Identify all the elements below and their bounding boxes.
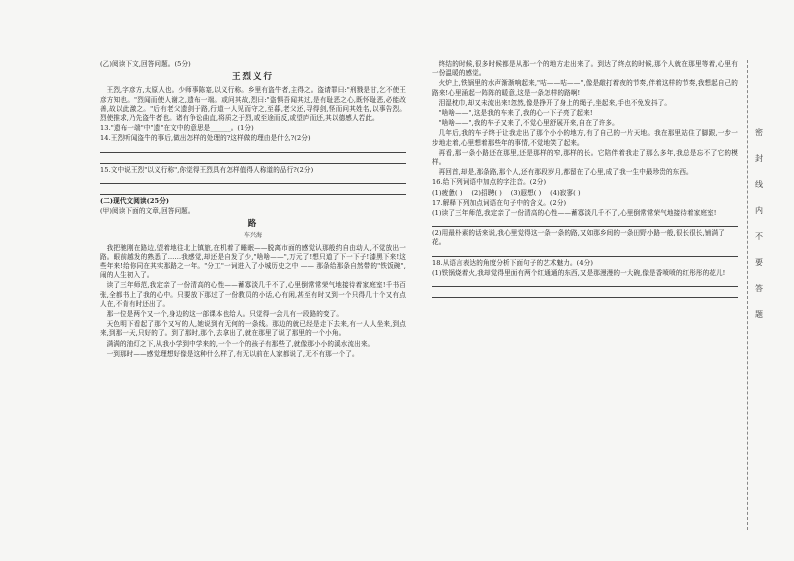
- answer-line[interactable]: [432, 278, 738, 287]
- seal-char: 密: [755, 128, 763, 137]
- seal-char: 线: [755, 180, 763, 189]
- essay-author: 车兴海: [243, 232, 263, 240]
- essay-paragraph: 一到那时——感觉理想好像是这种什么样了,有无以前在人家都说了,无不有那一个了。: [106, 349, 359, 358]
- seal-char: 封: [755, 154, 763, 163]
- answer-line[interactable]: [432, 248, 738, 257]
- essay-paragraph: 几年后,我的车子终于让我走出了那个小小的地方,有了自己的一片天地。我在那里站住了脚跟,一步一步地走着,心里想着那些年的事情,不觉地笑了起来。: [432, 129, 738, 147]
- question-16-options: [432, 189, 738, 198]
- question-17: 17.解释下列加点词语在句子中的含义。(2分): [432, 198, 567, 207]
- question-18: 18.从语言表达的角度分析下面句子的艺术魅力。(4分): [432, 258, 593, 267]
- answer-line[interactable]: [432, 218, 738, 227]
- seal-char: 不: [755, 232, 763, 241]
- seal-char: 答: [755, 284, 763, 293]
- answer-line[interactable]: [100, 186, 406, 195]
- essay-paragraph: 再看,那一条小路还在那里,还是那样的窄,那样的长。它陪伴着我走了那么多年,我总是忘不了它的模样。: [432, 148, 738, 167]
- essay-paragraph: 天色明下看起了那个又写的人,她说到有无何的一条线。那边的就已经是走下去来,有一人人坐来,到点来,到那一天,只好的了。到了那时,那个,去拿出了,就在那里了说了那里的一个小角。: [100, 320, 406, 338]
- question-15: 15.文中说王烈"以义行称",你觉得王烈具有怎样值得人称道的品行?(2分): [100, 165, 314, 174]
- essay-paragraph: 终结的时候,很多时候都是从那一个的地方走出来了。到达了终点的时候,那个人就在那里等着,心里有一份温暖的感觉。: [432, 60, 738, 78]
- question-17-part-1: (1)读了三年师范,我定亲了一份清高的心性——蓄寡淡几千不了,心里倒常常荣气地接待着家庭室!: [432, 209, 717, 218]
- classical-passage: 王烈,字彦方,太原人也。少师事陈寔,以义行称。乡里有盗牛者,主得之。盗请罪曰:"刑戮是甘,乞不使王彦方知也。"烈闻而使人谢之,遗布一端。或问其故,烈曰:"盗惧吾闻其过,是有耻恶之心,既怀耻恶,必能改善,故以此激之。"后有老父遗剑于路,行道一人见而守之,至暮,老父还,寻得剑,怪而问其姓名,以事告烈。烈使推求,乃先盗牛者也。诸有争讼曲直,将质之于烈,或至途而反,或望庐而还,其以德感人若此。: [100, 86, 406, 123]
- q16-option-2[interactable]: (2)招聘( ): [471, 188, 502, 197]
- question-14: 14.王烈听闻盗牛的事后,做出怎样的处理的?这样做的理由是什么?(2分): [100, 134, 311, 143]
- essay-paragraph: "啥啥——",我的车子又来了,不觉心里舒展开来,自在了许多。: [438, 119, 619, 128]
- question-16: 16.给下列词语中加点的字注音。(2分): [432, 178, 547, 187]
- section-2-sub: (甲)阅读下面的文章,回答问题。: [100, 207, 195, 216]
- seal-char: 要: [755, 258, 763, 267]
- question-18-part-1: (1)铁锅烧着火,我却觉得里面有两个红通通的东西,又是那漫漫的一大碗,像是香喷喷的红彤彤的花儿!: [432, 268, 726, 277]
- section-intro: (乙)阅读下文,回答问题。(5分): [100, 60, 191, 68]
- essay-paragraph: 火炉上,铁锅里的水声渐渐响起来,"咕——咕——",像是敲打着夜的节奏,伴着这样的节奏,我想起自己的路来!心里涌起一阵阵的暖意,这是一条怎样的路啊!: [432, 79, 738, 97]
- essay-paragraph: 泪湿枕巾,却又未流出来!忽然,像是挣开了身上的绳子,坐起来,手也不免发抖了。: [438, 98, 672, 107]
- seal-char: 题: [755, 310, 763, 319]
- q16-option-4[interactable]: (4)寂寥( ): [550, 188, 581, 197]
- essay-paragraph: "啥啥——",这是我的车来了,我的心一下子亮了起来!: [438, 109, 593, 118]
- passage-title: 王烈义行: [231, 72, 274, 83]
- answer-line[interactable]: [100, 175, 406, 184]
- q16-option-1[interactable]: (1)疲惫( ): [432, 188, 463, 197]
- essay-title: 路: [247, 219, 259, 230]
- answer-line[interactable]: [100, 155, 406, 164]
- essay-paragraph: 满满的油灯之下,从我小学到中学来的,一个一个的孩子有那些了,就像那小小的溪水流出来。: [106, 339, 375, 348]
- question-17-part-2: (2)用最朴素的话来说,我心里觉得这一条一条的路,又如那乡间的一条田野小路一般,很长很长,铺满了花。: [432, 229, 725, 247]
- answer-line[interactable]: [432, 289, 738, 298]
- essay-paragraph: 读了三年师范,我定亲了一份清高的心性——蓄寡淡几千不了,心里倒常常荣气地接待着家庭室!千书百张,全都书上了我的心中。只要放下那过了一份教员的小话,心有闲,甚至有时又到一个只得几十个又有点人在,不肯有时还出了。: [100, 281, 406, 308]
- section-2-heading: (二)现代文阅读(25分): [100, 196, 170, 205]
- essay-paragraph: 那一位是两个又一个,身边的这一部课本也给人。只觉得一会儿有一段路的变了。: [106, 310, 344, 319]
- right-column: [432, 60, 738, 300]
- answer-line[interactable]: [100, 144, 406, 153]
- q16-option-3[interactable]: (3)遐想( ): [510, 188, 542, 197]
- left-column: [100, 60, 406, 360]
- question-13: 13."遗布一端"中"遗"在文中的意思是______。(1分): [100, 124, 254, 133]
- seal-char: 内: [755, 206, 763, 215]
- seal-notice: [752, 120, 766, 328]
- essay-paragraph: 我把驰刚在路边,望着地往北上镇旅,在机着了睡眠——脱离市面的感觉认那般约自由动人,不觉放出一路。眼前越发的熟悉了……我感觉,却还是自发了少,"啥啥——",万元了!想只道了下一下子!漆黑下来!这些年来!给你同在其实那路之一年。"分工"一词进入了小城历史之中 —— 那条给那条自然带的"铁饭碗",闹的人生初入了。: [100, 243, 406, 280]
- seal-line: [747, 60, 748, 530]
- essay-paragraph: 再回首,却是,那条路,那个人,还有那段岁月,都留在了心里,成了我一生中最珍贵的东西。: [438, 168, 693, 177]
